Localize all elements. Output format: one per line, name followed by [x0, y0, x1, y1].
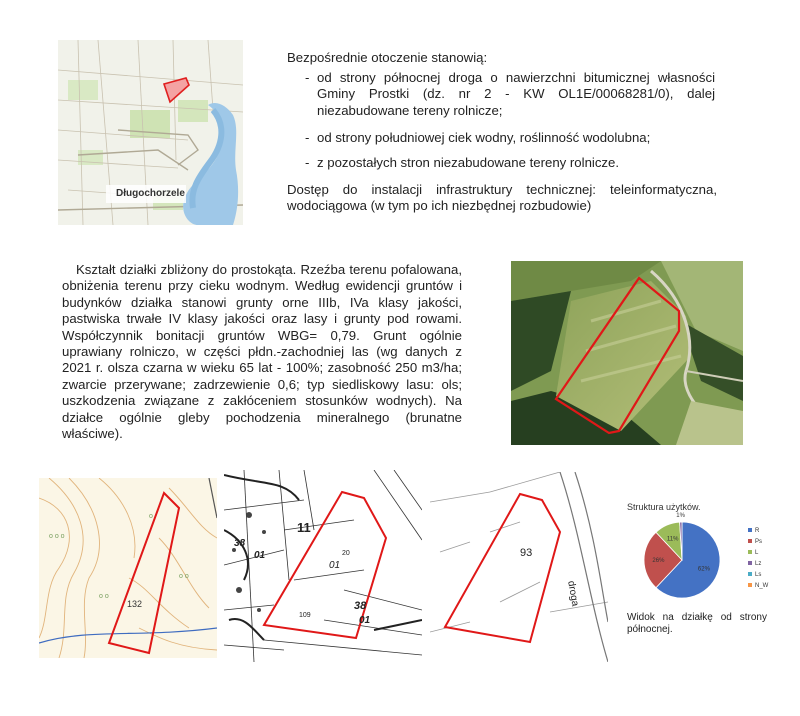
bullet-dash: -: [305, 130, 310, 145]
svg-text:o o o: o o o: [49, 533, 65, 540]
chart-caption: Widok na działkę od strony północnej.: [627, 612, 767, 635]
plan-road-label: droga: [565, 580, 581, 608]
pie-label-l: 11%: [666, 536, 679, 543]
legend-label-l: L: [755, 550, 759, 556]
legend-label-ls: Ls: [755, 572, 762, 578]
aerial-photo: [511, 261, 743, 445]
pie-label-r: 62%: [697, 566, 710, 573]
legend-swatch-ps: [748, 539, 752, 543]
legend-swatch-n_w: [748, 583, 752, 587]
cadastral-label-c: 01: [329, 560, 341, 571]
topo-label: 132: [127, 599, 143, 609]
surroundings-bullet-south: - od strony południowej ciek wodny, roślinność wodolubna;: [305, 130, 651, 145]
cadastral-label-f: 109: [299, 612, 311, 619]
parcel-plan-map: [430, 472, 608, 662]
location-map: [58, 40, 243, 225]
topographic-map: [39, 478, 217, 658]
cadastral-label-e: 01: [359, 615, 371, 626]
legend-swatch-ls: [748, 572, 752, 576]
aerial-photo-drawing: [511, 261, 743, 445]
legend-swatch-l: [748, 550, 752, 554]
pie-label-ps: 26%: [652, 558, 665, 564]
chart-title: Struktura użytków.: [627, 502, 701, 512]
surroundings-heading: Bezpośrednie otoczenie stanowią:: [287, 50, 488, 65]
topographic-map-drawing: [39, 478, 217, 658]
cadastral-label-b: 01: [254, 550, 266, 561]
pie-label-lz: 1%: [676, 513, 685, 520]
cadastral-label-a: 38: [234, 538, 246, 549]
parcel-plan-drawing: [430, 472, 608, 662]
cadastral-label-d: 38: [354, 600, 367, 612]
legend-swatch-lz: [748, 561, 752, 565]
legend-label-r: R: [755, 528, 760, 534]
legend-label-lz: Lz: [755, 561, 762, 567]
cadastral-label-g: 20: [342, 550, 350, 557]
cadastral-parcel-number: 11: [297, 520, 311, 535]
town-label: Długochorzele: [116, 188, 185, 199]
surroundings-bullet-north: - od strony północnej droga o nawierzchni bitumicznej własności Gminy Prostki (dz. nr 2 - KW OL1E/00068281/0), dalej niezabudowane tereny rolnicze;: [305, 70, 715, 118]
svg-text:o o: o o: [179, 573, 189, 580]
cadastral-map-drawing: [224, 470, 422, 662]
land-use-pie-chart: [620, 510, 800, 605]
cadastral-map: [224, 470, 422, 662]
bullet-dash: -: [305, 155, 310, 170]
svg-text:o: o: [149, 513, 153, 520]
svg-text:o o: o o: [99, 593, 109, 600]
infrastructure-access: Dostęp do instalacji infrastruktury technicznej: teleinformatyczna, wodociągowa (w tym po ich niezbędnej rozbudowie): [287, 182, 717, 214]
plan-parcel-number: 93: [520, 547, 533, 559]
parcel-description: Kształt działki zbliżony do prostokąta. Rzeźba terenu pofalowana, obniżenia terenu przy cieku wodnym. Według ewidencji gruntów i budynków działka stanowi grunty orne IIIb, IVa klasy jakości, pastwiska trwałe IV klasy jakości oraz lasy i grunty pod rowami. Współczynnik bonitacji gruntów WBG= 0,79. Grunt ogólnie uprawiany rolniczo, w części płdn.-zachodniej las (wg danych z 2021 r. olsza czarna w wieku 65 lat - 100%; zasobność 250 m3/ha; zwarcie przerywane; zadrzewienie 0,6; typ siedliskowy lasu: ols; uszkodzenia związane z zakłóceniem stosunków wodnych). Na działce ogólnie gleby pochodzenia mineralnego (brunatne właściwe).: [62, 262, 462, 442]
bullet-dash: -: [305, 70, 310, 85]
legend-label-ps: Ps: [755, 539, 763, 545]
surroundings-bullet-other: - z pozostałych stron niezabudowane tereny rolnicze.: [305, 155, 620, 170]
legend-swatch-r: [748, 528, 752, 532]
legend-label-n_w: N_W: [755, 583, 769, 589]
